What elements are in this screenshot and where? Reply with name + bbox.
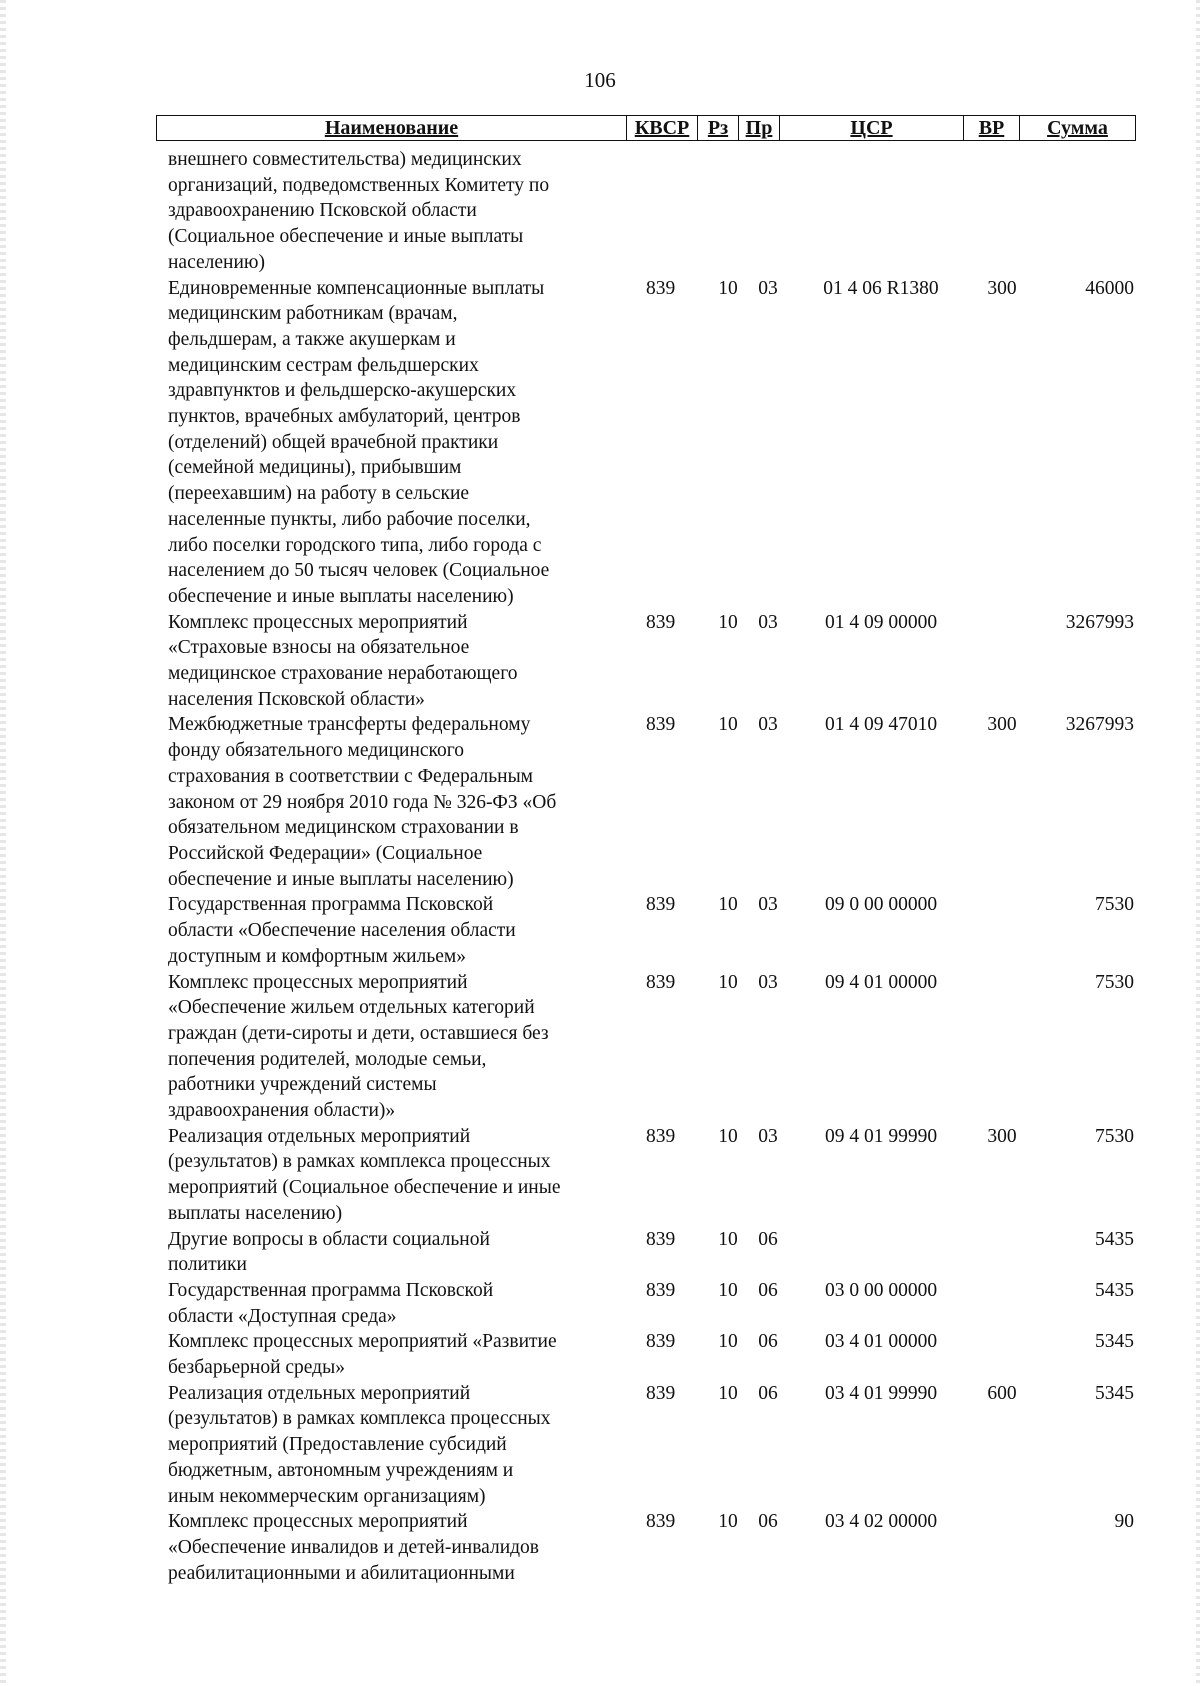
row-pr: 06 [758, 1279, 778, 1301]
row-name [168, 610, 618, 713]
row-rz: 10 [718, 1331, 738, 1353]
row-name-line: пунктов, врачебных амбулаторий, центров [168, 406, 521, 428]
row-name-line: мероприятий (Социальное обеспечение и иные [168, 1177, 561, 1199]
row-sum: 46000 [1085, 277, 1134, 299]
row-rz: 10 [718, 1382, 738, 1404]
row-name-line: Единовременные компенсационные выплаты [168, 277, 545, 299]
row-name-line: Российской Федерации» (Социальное [168, 842, 483, 864]
row-rz: 10 [718, 1228, 738, 1250]
row-sum: 5345 [1095, 1331, 1134, 1353]
row-name-line: «Обеспечение инвалидов и детей-инвалидов [168, 1536, 540, 1558]
header-rz-label: Рз [707, 117, 729, 139]
row-name-line: здравоохранению Псковской области [168, 200, 477, 222]
row-name [168, 712, 618, 892]
row-name [168, 1278, 618, 1329]
row-pr: 03 [758, 971, 778, 993]
row-csr: 09 0 00 00000 [824, 894, 938, 916]
header-rz [698, 116, 739, 141]
table-row [168, 276, 1134, 610]
row-name-line: (переехавшим) на работу в сельские [168, 483, 470, 505]
row-name-line: попечения родителей, молодые семьи, [168, 1048, 487, 1070]
row-sum: 5435 [1095, 1279, 1134, 1301]
row-name-line: обеспечение и иные выплаты населению) [168, 585, 514, 607]
scan-edge-right [1196, 0, 1200, 1686]
header-sum-label: Сумма [1047, 117, 1108, 139]
table-row [168, 970, 1134, 1124]
page-number: 106 [584, 68, 616, 92]
row-name-line: населением до 50 тысяч человек (Социальное [168, 560, 550, 582]
header-pr-label: Пр [745, 117, 773, 139]
row-name-line: страхования в соответствии с Федеральным [168, 765, 534, 787]
row-name-line: Государственная программа Псковской [168, 894, 494, 916]
row-vr: 600 [987, 1382, 1017, 1404]
header-pr [739, 116, 780, 141]
table-row [168, 1509, 1134, 1586]
row-pr: 06 [758, 1331, 778, 1353]
header-name [157, 116, 627, 141]
row-name-line: населения Псковской области» [168, 688, 425, 710]
row-sum: 3267993 [1065, 714, 1134, 736]
row-name [168, 970, 618, 1124]
row-name-line: Другие вопросы в области социальной [168, 1228, 490, 1250]
row-name-line: работники учреждений системы [168, 1074, 437, 1096]
row-name-line: (результатов) в рамках комплекса процессных [168, 1151, 551, 1173]
row-name-line: области «Обеспечение населения области [168, 920, 516, 942]
row-csr: 01 4 09 00000 [824, 611, 938, 633]
row-name-line: Реализация отдельных мероприятий [168, 1125, 471, 1147]
row-name-line: здравоохранения области)» [168, 1100, 396, 1122]
row-sum: 90 [1114, 1511, 1134, 1533]
row-name [168, 1124, 618, 1227]
row-pr: 03 [758, 277, 778, 299]
row-pr: 03 [758, 1125, 778, 1147]
row-name-line: Реализация отдельных мероприятий [168, 1382, 471, 1404]
header-kvsr-label: КВСР [634, 117, 690, 139]
row-name [168, 1227, 618, 1278]
row-kvsr: 839 [646, 611, 676, 633]
row-name-line: организаций, подведомственных Комитету по [168, 174, 550, 196]
row-pr: 06 [758, 1228, 778, 1250]
table-row [168, 1124, 1134, 1227]
row-name-line: медицинским сестрам фельдшерских [168, 354, 479, 376]
header-csr-label: ЦСР [850, 117, 893, 139]
row-name [168, 1509, 618, 1586]
header-row [157, 116, 1136, 141]
row-name-line: внешнего совместительства) медицинских [168, 149, 522, 170]
header-sum [1020, 116, 1136, 141]
row-name-line: законом от 29 ноября 2010 года № 326-ФЗ «Об [168, 791, 557, 813]
row-vr: 300 [987, 1125, 1017, 1147]
row-pr: 03 [758, 894, 778, 916]
row-sum: 5345 [1095, 1382, 1134, 1404]
row-pr: 06 [758, 1511, 778, 1533]
row-csr: 03 4 01 99990 [824, 1382, 938, 1404]
table-row [168, 712, 1134, 892]
row-kvsr: 839 [646, 714, 676, 736]
row-name-line: реабилитационными и абилитационными [168, 1562, 515, 1584]
row-rz: 10 [718, 277, 738, 299]
row-name-line: здравпунктов и фельдшерско-акушерских [168, 380, 517, 402]
row-csr: 09 4 01 99990 [824, 1125, 938, 1147]
row-name-line: политики [168, 1254, 247, 1276]
row-sum: 3267993 [1065, 611, 1134, 633]
row-name-line: Государственная программа Псковской [168, 1279, 494, 1301]
row-kvsr: 839 [646, 894, 676, 916]
row-csr: 09 4 01 00000 [824, 971, 938, 993]
scan-edge-left [0, 0, 6, 1686]
row-kvsr: 839 [646, 1382, 676, 1404]
header-kvsr [627, 116, 698, 141]
row-name-line: либо поселки городского типа, либо города с [168, 534, 542, 556]
header-name-label: Наименование [324, 117, 459, 139]
row-sum: 7530 [1095, 894, 1134, 916]
row-name-line: (отделений) общей врачебной практики [168, 431, 499, 453]
header-vr-label: ВР [978, 117, 1005, 139]
row-csr: 03 4 02 00000 [824, 1511, 938, 1533]
row-name-line: медицинским работникам (врачам, [168, 303, 458, 325]
row-kvsr: 839 [646, 1511, 676, 1533]
row-kvsr: 839 [646, 1279, 676, 1301]
row-name-line: обеспечение и иные выплаты населению) [168, 868, 514, 890]
row-kvsr: 839 [646, 1125, 676, 1147]
row-rz: 10 [718, 1279, 738, 1301]
row-name-line: (семейной медицины), прибывшим [168, 457, 462, 479]
row-name [168, 276, 618, 610]
row-name-line: Межбюджетные трансферты федеральному [168, 714, 531, 736]
row-name-line: населению) [168, 251, 265, 273]
row-name-line: Комплекс процессных мероприятий [168, 971, 468, 993]
row-name-line: (результатов) в рамках комплекса процессных [168, 1408, 551, 1430]
row-name-line: выплаты населению) [168, 1202, 343, 1224]
row-name-line: иным некоммерческим организациям) [168, 1485, 486, 1507]
row-sum: 7530 [1095, 1125, 1134, 1147]
table-row [168, 1278, 1134, 1329]
header-csr [780, 116, 964, 141]
row-rz: 10 [718, 611, 738, 633]
row-name-line: фельдшерам, а также акушеркам и [168, 328, 456, 350]
row-name [168, 1329, 618, 1380]
row-name-line: «Страховые взносы на обязательное [168, 637, 470, 659]
row-name-line: доступным и комфортным жильем» [168, 945, 466, 967]
row-csr: 03 0 00 00000 [824, 1279, 938, 1301]
table-header [156, 115, 1136, 141]
row-vr: 300 [987, 277, 1017, 299]
row-csr: 01 4 09 47010 [824, 714, 938, 736]
row-pr: 03 [758, 611, 778, 633]
row-rz: 10 [718, 1511, 738, 1533]
row-name-line: Комплекс процессных мероприятий [168, 1511, 468, 1533]
row-csr: 01 4 06 R1380 [823, 277, 939, 299]
row-pr: 06 [758, 1382, 778, 1404]
row-kvsr: 839 [646, 277, 676, 299]
row-name [168, 1381, 618, 1510]
row-kvsr: 839 [646, 1331, 676, 1353]
row-name-line: безбарьерной среды» [168, 1357, 345, 1379]
row-kvsr: 839 [646, 971, 676, 993]
row-kvsr: 839 [646, 1228, 676, 1250]
row-sum: 7530 [1095, 971, 1134, 993]
row-rz: 10 [718, 971, 738, 993]
row-name-line: бюджетным, автономным учреждениям и [168, 1459, 514, 1481]
row-vr: 300 [987, 714, 1017, 736]
row-rz: 10 [718, 714, 738, 736]
row-name-line: обязательном медицинском страховании в [168, 817, 519, 839]
table-row [168, 610, 1134, 713]
table-row [168, 892, 1134, 969]
row-name-line: области «Доступная среда» [168, 1305, 397, 1327]
row-name-line: «Обеспечение жильем отдельных категорий [168, 997, 535, 1019]
table-body [168, 147, 1134, 1586]
row-name [168, 892, 618, 969]
row-csr: 03 4 01 00000 [824, 1331, 938, 1353]
table-row [168, 1227, 1134, 1278]
row-name-line: граждан (дети-сироты и дети, оставшиеся без [168, 1022, 549, 1044]
row-name-line: населенные пункты, либо рабочие поселки, [168, 508, 531, 530]
row-pr: 03 [758, 714, 778, 736]
header-vr [964, 116, 1020, 141]
row-rz: 10 [718, 1125, 738, 1147]
row-name-line: Комплекс процессных мероприятий [168, 611, 468, 633]
row-name-line: (Социальное обеспечение и иные выплаты [168, 226, 524, 248]
row-name-line: медицинское страхование неработающего [168, 663, 518, 685]
row-name-line: мероприятий (Предоставление субсидий [168, 1434, 507, 1456]
table-row [168, 147, 1128, 276]
row-name-line: Комплекс процессных мероприятий «Развитие [168, 1331, 557, 1353]
table-row [168, 1329, 1134, 1380]
table-row [168, 1381, 1134, 1510]
row-rz: 10 [718, 894, 738, 916]
row-name [168, 147, 618, 276]
row-name-line: фонду обязательного медицинского [168, 740, 465, 762]
row-sum: 5435 [1095, 1228, 1134, 1250]
